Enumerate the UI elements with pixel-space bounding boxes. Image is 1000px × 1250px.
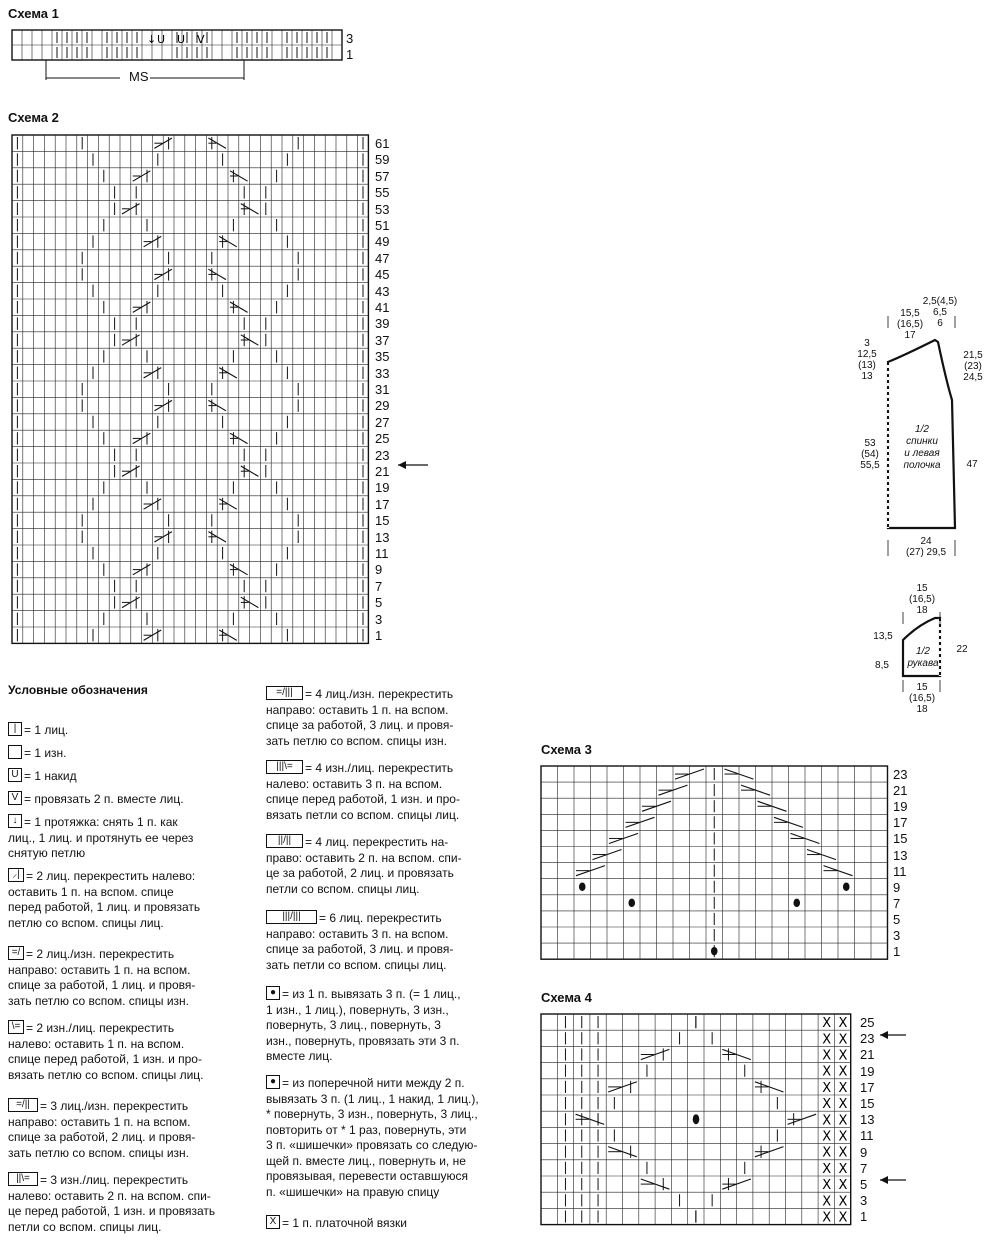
legend-text: = из 1 п. вывязать 3 п. (= 1 лиц., 1 изн., 1 лиц.), повернуть, 3 изн., повернуть, 3 лиц., повернуть, 3 изн., повернуть, провязать эти 3 п. вместе лиц. xyxy=(266,987,461,1063)
schema4-row-number: 25 xyxy=(860,1015,875,1030)
schema2-row-number: 57 xyxy=(375,168,390,184)
schema2-row-number: 55 xyxy=(375,185,390,201)
schema4-garter-mark: X xyxy=(822,1097,832,1113)
legend-entry xyxy=(8,722,248,739)
schema2-row-number: 9 xyxy=(375,562,383,578)
schema4-garter-mark: X xyxy=(838,1032,848,1048)
schema3-row-number: 3 xyxy=(893,928,901,943)
legend-entry xyxy=(8,1098,248,1161)
schema3-row-number: 23 xyxy=(893,767,908,782)
legend-symbol-icon: U xyxy=(8,768,22,782)
legend-symbol-icon: |||/||| xyxy=(266,910,317,924)
legend-entry xyxy=(266,686,506,749)
schema4-row-number: 13 xyxy=(860,1112,875,1128)
schema1-row-1: 1 xyxy=(346,47,354,62)
legend-text: = 2 лиц. перекрестить налево: оставить 1 п. на вспом. спице перед работой, 1 лиц. и провязать петлю со вспом. спицы лиц. xyxy=(8,869,201,930)
sleeve-cap: 13,5 xyxy=(873,631,893,642)
body-top-widths: 15,5 (16,5) 17 xyxy=(896,308,924,341)
legend-entry xyxy=(8,1020,248,1083)
schema4-garter-mark: X xyxy=(838,1080,848,1096)
schema4-garter-mark: X xyxy=(838,1210,848,1226)
legend-symbol-icon: V xyxy=(8,791,22,805)
schema3-row-number: 19 xyxy=(893,799,908,815)
schema4-garter-mark: X xyxy=(838,1097,848,1113)
schema4-row-number: 19 xyxy=(860,1063,875,1079)
legend-symbol-icon xyxy=(8,745,22,759)
schema3-bobble-mark xyxy=(793,899,800,907)
schema4-grid xyxy=(541,1014,906,1226)
schema4-row23-arrowhead xyxy=(880,1031,888,1039)
schema4-row-number: 21 xyxy=(860,1047,875,1063)
legend-text: = 4 лиц./изн. перекрестить направо: оставить 1 п. на вспом. спице за работой, 3 лиц. и провя- зать петлю со вспом. спицы изн. xyxy=(266,687,454,748)
legend-symbol-icon: =/ xyxy=(8,946,24,960)
schema4-row5-arrowhead xyxy=(880,1176,888,1184)
schema2-row-number: 19 xyxy=(375,480,390,496)
legend-text: = 4 изн./лиц. перекрестить налево: оставить 3 п. на вспом. спице перед работой, 1 изн. и про- вязать петли со вспом. спицы лиц. xyxy=(266,761,460,822)
schema4-garter-mark: X xyxy=(822,1194,832,1210)
legend-entry xyxy=(266,760,506,823)
schema3-bobble-mark xyxy=(711,947,718,955)
schema1-ms-label: MS xyxy=(129,69,149,84)
legend-symbol-icon: ↓ xyxy=(8,814,22,828)
schema3-bobble-mark xyxy=(628,899,635,907)
schema2-row-number: 61 xyxy=(375,136,390,151)
schema2-row-number: 25 xyxy=(375,431,390,447)
legend-text: = 1 п. платочной вязки xyxy=(282,1216,407,1230)
schema2-title: Схема 2 xyxy=(8,110,59,125)
schema4-garter-mark: X xyxy=(838,1113,848,1129)
schema4-garter-mark: X xyxy=(838,1129,848,1145)
schema3-row-number: 7 xyxy=(893,895,901,911)
schema4-row-number: 7 xyxy=(860,1160,868,1176)
schema2-row-number: 47 xyxy=(375,250,390,266)
schema2-row-number: 23 xyxy=(375,447,390,463)
legend-symbol-icon: ● xyxy=(266,1075,280,1089)
schema4-garter-mark: X xyxy=(822,1178,832,1194)
schema3-row-number: 15 xyxy=(893,831,908,847)
schema3-row-number: 9 xyxy=(893,879,901,895)
legend-text: = 1 лиц. xyxy=(24,723,69,737)
schema4-garter-mark: X xyxy=(838,1161,848,1177)
schema4-garter-mark: X xyxy=(822,1210,832,1226)
legend-text: = 1 накид xyxy=(24,769,77,783)
schema4-title: Схема 4 xyxy=(541,990,592,1005)
schema3-row-number: 13 xyxy=(893,847,908,863)
schema4-bobble-mark xyxy=(693,1114,700,1124)
schema2-row-number: 33 xyxy=(375,365,390,381)
schema1-yarnover-mark: U xyxy=(177,33,186,46)
schema2-row-number: 1 xyxy=(375,628,383,643)
legend-symbol-icon: ||/|| xyxy=(266,834,303,848)
legend-entry xyxy=(266,1215,506,1232)
legend-symbol-icon: ⸝| xyxy=(8,868,24,882)
schema3-bobble-mark xyxy=(843,883,850,891)
schema2-row-number: 49 xyxy=(375,234,390,250)
schema2-row-number: 27 xyxy=(375,414,390,430)
schema4-garter-mark: X xyxy=(822,1161,832,1177)
schema2-row-number: 15 xyxy=(375,513,390,529)
schema4-garter-mark: X xyxy=(822,1032,832,1048)
schema1-row-3: 3 xyxy=(346,31,354,46)
schema3-bobble-mark xyxy=(579,883,586,891)
schema2-row-number: 17 xyxy=(375,496,390,512)
schema4-row-number: 23 xyxy=(860,1031,875,1047)
legend-symbol-icon: =/||| xyxy=(266,686,303,700)
schema3-row-number: 17 xyxy=(893,815,908,831)
legend-text: = 1 протяжка: снять 1 п. как лиц., 1 лиц. и протянуть ее через снятую петлю xyxy=(8,815,194,860)
schema4-row-number: 3 xyxy=(860,1193,868,1209)
schema4-row-number: 11 xyxy=(860,1128,874,1144)
legend-symbol-icon: =/|| xyxy=(8,1098,38,1112)
schema2-row-number: 51 xyxy=(375,218,390,233)
sleeve-height: 22 xyxy=(956,644,968,655)
legend-entry xyxy=(266,986,506,1065)
schema4-garter-mark: X xyxy=(822,1129,832,1145)
legend-entry xyxy=(8,946,248,1009)
schema4-garter-mark: X xyxy=(838,1194,848,1210)
schema4-row-number: 9 xyxy=(860,1144,868,1160)
legend-entry xyxy=(8,814,248,862)
legend-symbol-icon: \= xyxy=(8,1020,24,1034)
schema2-row-number: 43 xyxy=(375,283,390,299)
body-side: 47 xyxy=(966,459,978,470)
schema2-row-number: 29 xyxy=(375,398,390,414)
schema2-row-number: 53 xyxy=(375,201,390,217)
schema2-row-number: 37 xyxy=(375,332,390,348)
schema2-row-number: 11 xyxy=(375,546,389,561)
legend-entry xyxy=(8,791,248,808)
legend-entry xyxy=(8,745,248,762)
sleeve-pattern-label: 1/2 рукава xyxy=(907,646,939,669)
legend-text: = 2 изн./лиц. перекрестить налево: оставить 1 п. на вспом. спице перед работой, 1 изн. и про- вязать петлю со вспом. спицы лиц. xyxy=(8,1021,204,1082)
legend-text: = 2 лиц./изн. перекрестить направо: оставить 1 п. на вспом. спице за работой, 1 лиц. и провя- зать петлю со вспом. спицы изн. xyxy=(8,947,196,1008)
schema1-grid xyxy=(12,30,342,80)
schema2-row-number: 39 xyxy=(375,316,390,332)
legend-symbol-icon: ||\= xyxy=(8,1172,38,1186)
schema2-row21-arrowhead xyxy=(398,461,406,469)
schema3-row-number: 5 xyxy=(893,911,901,927)
schema2-row-number: 3 xyxy=(375,611,383,627)
legend-entry xyxy=(266,1075,506,1200)
schema2-row-number: 41 xyxy=(375,300,390,315)
schema4-garter-mark: X xyxy=(822,1048,832,1064)
body-neck-depth: 3 12,5 (13) 13 xyxy=(857,338,877,382)
schema2-row-number: 31 xyxy=(375,382,390,397)
legend-entry xyxy=(8,1172,248,1235)
schema4-garter-mark: X xyxy=(822,1145,832,1161)
body-pattern-label: 1/2 спинки и левая полочка xyxy=(903,424,941,471)
legend-text: = 3 лиц./изн. перекрестить направо: оставить 1 п. на вспом. спице за работой, 2 лиц. и провя- зать петлю со вспом. спицы изн. xyxy=(8,1099,196,1160)
schema2-row-number: 7 xyxy=(375,578,383,594)
legend-text: = 3 изн./лиц. перекрестить налево: оставить 2 п. на вспом. спи- це перед работой, 1 изн. и провязать петли со вспом. спицы лиц. xyxy=(8,1173,216,1234)
schema1-k2tog-mark: V xyxy=(197,33,205,46)
legend-entry xyxy=(266,910,506,973)
schema2-row-number: 21 xyxy=(375,464,390,479)
schema2-grid xyxy=(12,135,428,643)
schema2-row-number: 13 xyxy=(375,529,390,545)
schema4-garter-mark: X xyxy=(822,1113,832,1129)
schema4-row-number: 17 xyxy=(860,1079,875,1095)
schema4-garter-mark: X xyxy=(822,1016,832,1032)
sleeve-top: 15 (16,5) 18 xyxy=(908,583,936,616)
schema3-row-number: 21 xyxy=(893,783,908,799)
schema4-garter-mark: X xyxy=(838,1145,848,1161)
legend-heading: Условные обозначения xyxy=(8,683,148,697)
schema2-row-number: 45 xyxy=(375,267,390,283)
body-armhole: 21,5 (23) 24,5 xyxy=(963,350,983,383)
schema4-row-number: 15 xyxy=(860,1096,875,1111)
legend-symbol-icon: |||\= xyxy=(266,760,303,774)
legend-symbol-icon: | xyxy=(8,722,22,736)
schema4-garter-mark: X xyxy=(822,1080,832,1096)
legend-text: = провязать 2 п. вместе лиц. xyxy=(24,792,184,806)
schema3-title: Схема 3 xyxy=(541,742,592,757)
sleeve-bottom: 15 (16,5) 18 xyxy=(908,682,936,715)
legend-symbol-icon: X xyxy=(266,1215,280,1229)
schema1-title: Схема 1 xyxy=(8,6,59,21)
schema4-garter-mark: X xyxy=(838,1016,848,1032)
schema4-garter-mark: X xyxy=(822,1064,832,1080)
schema2-row-number: 5 xyxy=(375,595,383,611)
sleeve-lower: 8,5 xyxy=(875,660,889,671)
schema2-frame xyxy=(12,135,368,643)
legend-text: = 1 изн. xyxy=(24,746,67,760)
legend-text: = 6 лиц. перекрестить направо: оставить 3 п. на вспом. спице за работой, 3 лиц. и провя- зать петли со вспом. спицы лиц. xyxy=(266,911,454,972)
body-bottom: 24 (27) 29,5 xyxy=(905,536,947,558)
legend-text: = 4 лиц. перекрестить на- право: оставить 2 п. на вспом. спи- це за работой, 2 лиц. и провязать петли со вспом. спицы лиц. xyxy=(266,835,462,896)
schema2-row-number: 59 xyxy=(375,152,390,168)
schema3-row-number: 1 xyxy=(893,944,901,960)
schema4-garter-mark: X xyxy=(838,1064,848,1080)
legend-symbol-icon: ● xyxy=(266,986,280,1000)
legend-entry xyxy=(8,868,248,931)
schema2-row-number: 35 xyxy=(375,349,390,365)
body-shoulder: 2,5(4,5) 6,5 6 xyxy=(922,296,958,329)
schema4-row-number: 5 xyxy=(860,1177,868,1192)
schema4-garter-mark: X xyxy=(838,1048,848,1064)
schema3-row-number: 11 xyxy=(893,863,907,879)
schema1-pulled-stitch-mark: ↓ xyxy=(147,33,157,46)
schema4-row-number: 1 xyxy=(860,1209,868,1225)
legend-entry xyxy=(266,834,506,897)
schema4-garter-mark: X xyxy=(838,1178,848,1194)
body-length: 53 (54) 55,5 xyxy=(860,438,880,471)
legend-entry xyxy=(8,768,248,785)
legend-text: = из поперечной нити между 2 п. вывязать 3 п. (1 лиц., 1 накид, 1 лиц.), * повернуть, 3 изн., повернуть, 3 лиц., повторить от * 1 раз, повернуть, эти 3 п. «шишечки» провязать со следую- щей п. вместе лиц., повернуть и, не провязывая, перевести оставшуюся п. «шишечки» на правую спицу xyxy=(266,1076,479,1199)
garment-patterns xyxy=(888,316,955,692)
schema3-grid xyxy=(541,766,888,959)
schema1-yarnover-mark: U xyxy=(157,33,166,46)
